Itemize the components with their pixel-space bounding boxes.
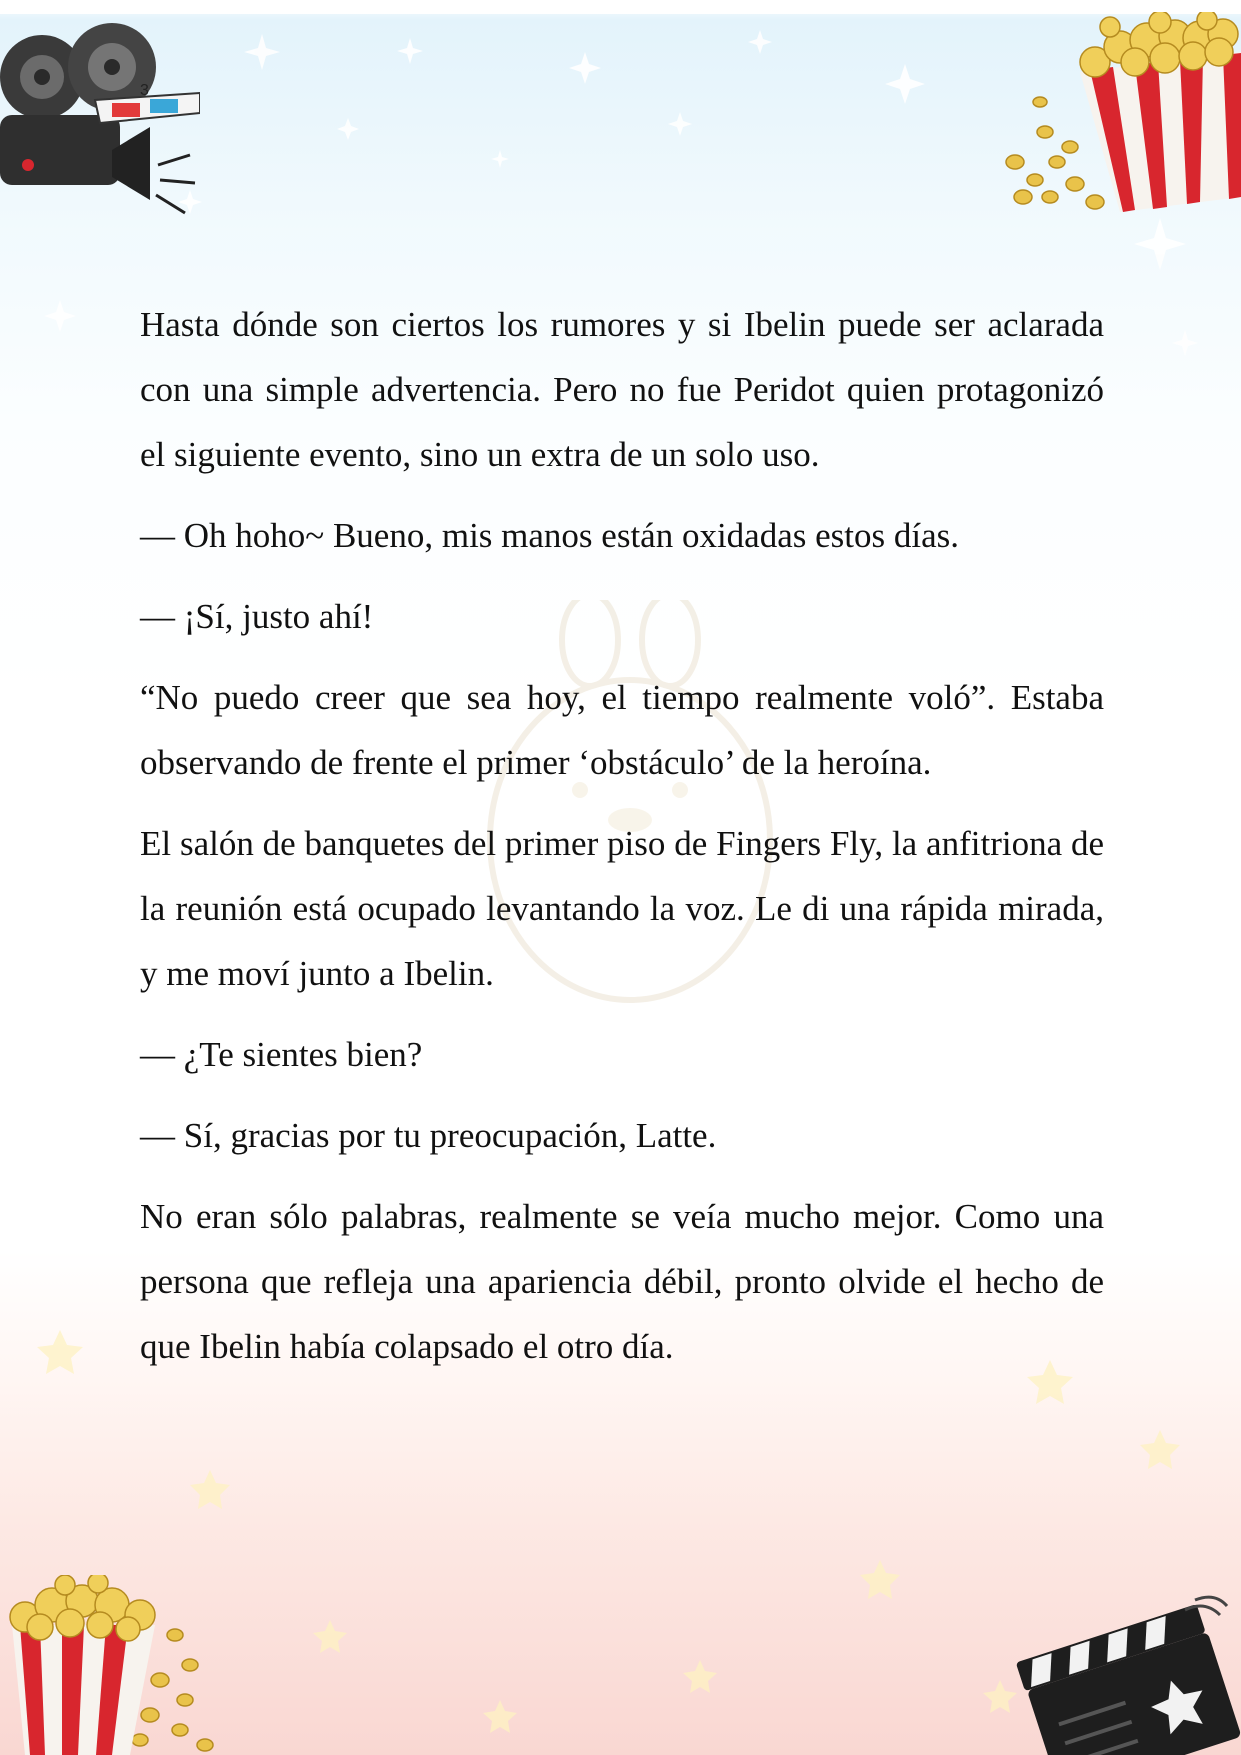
paragraph: El salón de banquetes del primer piso de Fingers Fly, la anfitriona de la reunión está ocupado levantando la voz. Le di una rápida mirada, y me moví junto a Ibelin.: [140, 824, 1104, 993]
paragraph: “No puedo creer que sea hoy, el tiempo realmente voló”. Estaba observando de frente el primer ‘obstáculo’ de la heroína.: [140, 678, 1104, 782]
dialogue-line: — ¡Sí, justo ahí!: [140, 597, 374, 636]
paragraph: No eran sólo palabras, realmente se veía mucho mejor. Como una persona que refleja una apariencia débil, pronto olvide el hecho de que Ibelin había colapsado el otro día.: [140, 1197, 1104, 1366]
popcorn-bucket-icon: [995, 12, 1241, 212]
paragraph: Hasta dónde son ciertos los rumores y si Ibelin puede ser aclarada con una simple advertencia. Pero no fue Peridot quien protagonizó el siguiente evento, sino un extra de un solo uso.: [140, 305, 1104, 474]
movie-camera-icon: [0, 15, 200, 230]
body-text: [140, 292, 1104, 1395]
dialogue-line: — Oh hoho~ Bueno, mis manos están oxidadas estos días.: [140, 516, 959, 555]
dialogue-line: — Sí, gracias por tu preocupación, Latte.: [140, 1116, 717, 1155]
svg-text:3: 3: [140, 82, 149, 99]
clapperboard-icon: [1010, 1590, 1241, 1755]
popcorn-bucket-icon: [0, 1575, 215, 1755]
dialogue-line: — ¿Te sientes bien?: [140, 1035, 423, 1074]
